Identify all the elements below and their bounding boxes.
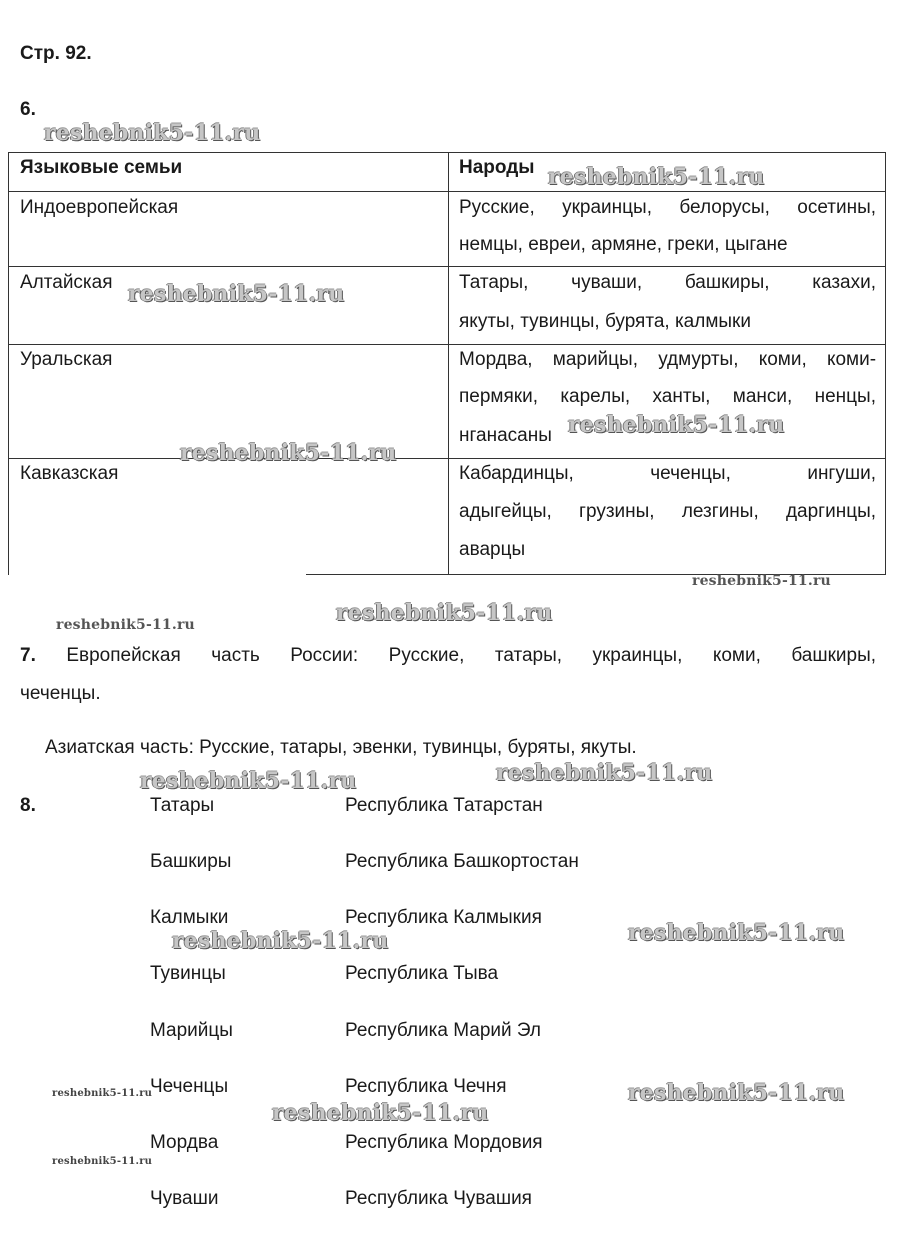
peoples-line: аварцы xyxy=(459,539,526,560)
peoples-line: пермяки, карелы, ханты, манси, ненцы, xyxy=(459,386,876,407)
republic-name: Республика Мордовия xyxy=(345,1132,543,1153)
watermark: reshebnik5-11.ru xyxy=(548,164,765,190)
family-indo-european: Индоевропейская xyxy=(20,197,179,218)
task-7-line: 7. Европейская часть России: Русские, татары, украинцы, коми, башкиры, xyxy=(20,645,877,666)
family-uralic: Уральская xyxy=(20,349,113,370)
peoples-line: Мордва, марийцы, удмурты, коми, коми- xyxy=(459,349,877,370)
table-row-divider xyxy=(8,344,886,345)
watermark: reshebnik5-11.ru xyxy=(272,1100,489,1126)
table-row-divider xyxy=(8,191,886,192)
people-name: Мордва xyxy=(150,1132,219,1153)
watermark: reshebnik5-11.ru xyxy=(628,920,845,946)
peoples-line: немцы, евреи, армяне, греки, цыгане xyxy=(459,234,788,255)
republic-name: Республика Башкортостан xyxy=(345,851,579,872)
peoples-line: адыгейцы, грузины, лезгины, даргинцы, xyxy=(459,501,877,522)
watermark: reshebnik5-11.ru xyxy=(336,600,553,626)
family-caucasian: Кавказская xyxy=(20,463,119,484)
republic-name: Республика Татарстан xyxy=(345,795,543,816)
watermark: reshebnik5-11.ru xyxy=(140,768,357,794)
people-name: Чеченцы xyxy=(150,1076,229,1097)
watermark: reshebnik5-11.ru xyxy=(628,1080,845,1106)
header-language-families: Языковые семьи xyxy=(20,157,183,178)
people-name: Тувинцы xyxy=(150,963,226,984)
task-7-line: чеченцы. xyxy=(20,683,101,704)
watermark: reshebnik5-11.ru xyxy=(44,120,261,146)
table-row-divider xyxy=(8,266,886,267)
people-name: Башкиры xyxy=(150,851,232,872)
watermark: reshebnik5-11.ru xyxy=(172,928,389,954)
language-families-table xyxy=(8,152,886,575)
task-7-number: 7. xyxy=(20,645,36,666)
peoples-line: Кабардинцы, чеченцы, ингуши, xyxy=(459,463,876,484)
page-title: Стр. 92. xyxy=(20,43,92,64)
watermark: reshebnik5-11.ru xyxy=(52,1156,153,1167)
republic-name: Республика Чечня xyxy=(345,1076,507,1097)
republic-name: Республика Тыва xyxy=(345,963,499,984)
table-column-divider xyxy=(448,152,449,575)
people-name: Татары xyxy=(150,795,215,816)
peoples-line: нганасаны xyxy=(459,425,552,446)
header-peoples: Народы xyxy=(459,157,535,178)
task-7-asian-part: Азиатская часть: Русские, татары, эвенки, тувинцы, буряты, якуты. xyxy=(45,737,637,758)
republic-name: Республика Чувашия xyxy=(345,1188,532,1209)
watermark: reshebnik5-11.ru xyxy=(56,617,195,633)
peoples-line: Татары, чуваши, башкиры, казахи, xyxy=(459,272,877,293)
table-border-top xyxy=(8,152,886,153)
peoples-line: якуты, тувинцы, бурята, калмыки xyxy=(459,311,751,332)
watermark: reshebnik5-11.ru xyxy=(692,573,831,589)
watermark: reshebnik5-11.ru xyxy=(128,281,345,307)
table-row-divider xyxy=(8,458,886,459)
republic-name: Республика Марий Эл xyxy=(345,1020,542,1041)
task-6-number: 6. xyxy=(20,99,36,120)
table-border-left xyxy=(8,152,9,575)
watermark: reshebnik5-11.ru xyxy=(496,760,713,786)
people-name: Марийцы xyxy=(150,1020,233,1041)
people-name: Чуваши xyxy=(150,1188,219,1209)
peoples-line: Русские, украинцы, белорусы, осетины, xyxy=(459,197,877,218)
family-altaic: Алтайская xyxy=(20,272,113,293)
watermark: reshebnik5-11.ru xyxy=(180,440,397,466)
task-8-number: 8. xyxy=(20,795,36,816)
republic-name: Республика Калмыкия xyxy=(345,907,542,928)
watermark: reshebnik5-11.ru xyxy=(52,1088,153,1099)
table-border-right xyxy=(885,152,886,575)
watermark: reshebnik5-11.ru xyxy=(568,412,785,438)
people-name: Калмыки xyxy=(150,907,229,928)
